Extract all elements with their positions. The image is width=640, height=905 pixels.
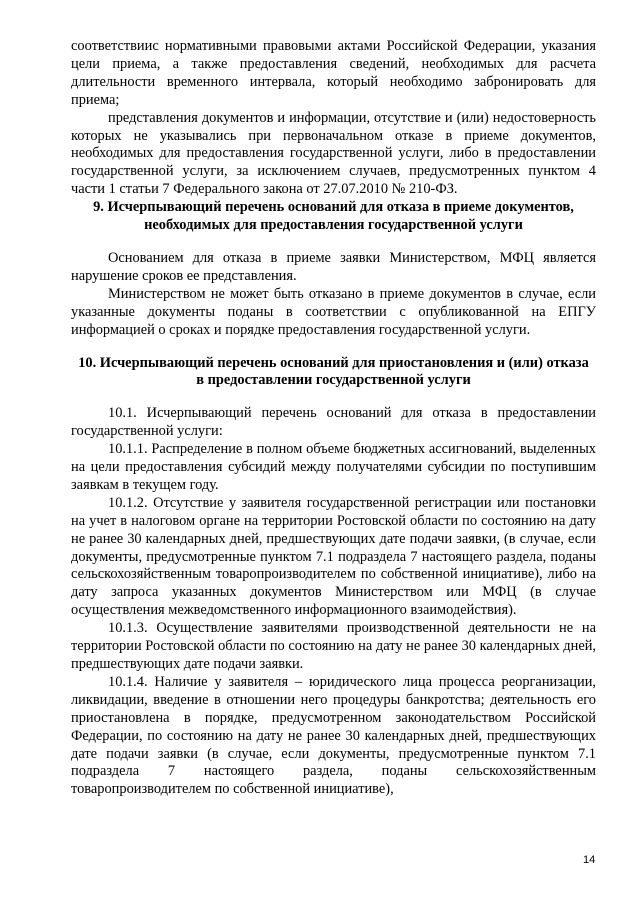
body-paragraph: Основанием для отказа в приеме заявки Министерством, МФЦ является нарушение сроков ее представления. (71, 249, 596, 284)
page-number: 14 (583, 854, 596, 866)
body-paragraph: представления документов и информации, отсутствие и (или) недостоверность которых не указывались при первоначальном отказе в приеме документов, необходимых для предоставления государственной услуги, либо в предоставлении государственной услуги, за исключением случаев, предусмотренных пунктом 4 части 1 статьи 7 Федерального закона от 27.07.2010 № 210-ФЗ. (71, 109, 596, 198)
clause-10-1-1: 10.1.1. Распределение в полном объеме бюджетных ассигнований, выделенных на цели предоставления субсидий между получателями субсидии по поступившим заявкам в текущем году. (71, 441, 596, 493)
clause-10-1: 10.1. Исчерпывающий перечень оснований для отказа в предоставлении государственной услуги: (71, 405, 596, 440)
document-body (71, 38, 596, 799)
body-paragraph: Министерством не может быть отказано в приеме документов в случае, если указанные документы поданы в соответствии с опубликованной на ЕПГУ информацией о сроках и порядке предоставления государственной услуги. (71, 285, 596, 338)
clause-10-1-2: 10.1.2. Отсутствие у заявителя государственной регистрации или постановки на учет в налоговом органе на территории Ростовской области по состоянию на дату не ранее 30 календарных дней, предшествующих дате подачи заявки, (в случае, если документы, предусмотренные пунктом 7.1 подраздела 7 настоящего раздела, поданы сельскохозяйственным товаропроизводителем по собственной инициативе), либо на дату запроса указанных документов Министерством или МФЦ (в случае осуществления межведомственного информационного взаимодействия). (71, 494, 596, 619)
clause-10-1-4: 10.1.4. Наличие у заявителя – юридического лица процесса реорганизации, ликвидации, введение в отношении него процедуры банкротства; деятельность его приостановлена в порядке, предусмотренном законодательством Российской Федерации, по состоянию на дату не ранее 30 календарных дней, предшествующих дате подачи заявки (в случае, если документы, предусмотренные пунктом 7.1 подраздела 7 настоящего раздела, поданы сельскохозяйственным товаропроизводителем по собственной инициативе), (71, 673, 596, 798)
clause-10-1-3: 10.1.3. Осуществление заявителями производственной деятельности не на территории Ростовской области по состоянию на дату не ранее 30 календарных дней, предшествующих дате подачи заявки. (71, 620, 596, 672)
body-paragraph: соответствиис нормативными правовыми актами Российской Федерации, указания цели приема, а также предоставления сведений, необходимых для расчета длительности временного интервала, который необходимо забронировать для приема; (71, 38, 596, 108)
section-9-heading: 9. Исчерпывающий перечень оснований для отказа в приеме документов, необходимых для предоставления государственной услуги (93, 199, 574, 234)
section-10-heading: 10. Исчерпывающий перечень оснований для приостановления и (или) отказа в предоставлении государственной услуги (78, 354, 589, 389)
